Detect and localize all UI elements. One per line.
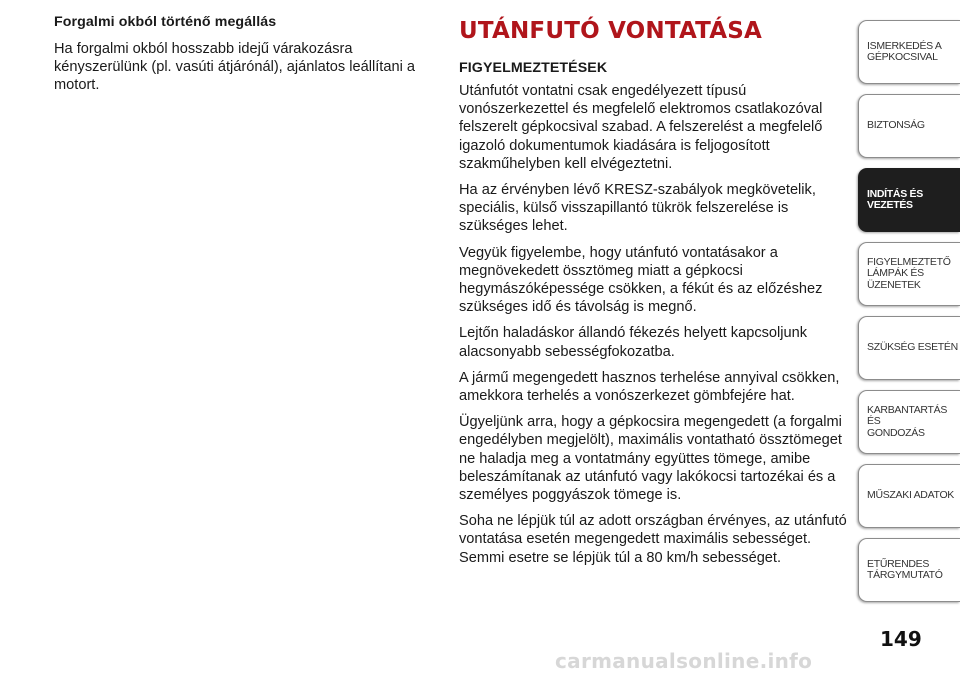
tab-label: KARBANTARTÁS ÉS GONDOZÁS bbox=[867, 403, 948, 439]
tab-karbantartas[interactable] bbox=[858, 390, 960, 454]
right-column bbox=[459, 14, 851, 575]
warnings-heading: FIGYELMEZTETÉSEK bbox=[459, 60, 608, 76]
chapter-title: UTÁNFUTÓ VONTATÁSA bbox=[459, 18, 763, 44]
tab-label: SZÜKSÉG ESETÉN bbox=[867, 341, 958, 354]
warning-paragraph-2: Ha az érvényben lévő KRESZ-szabályok megkövetelik, speciális, külső visszapillantó tükrök felszerelése is szükséges lehet. bbox=[459, 182, 816, 235]
tab-label: BIZTONSÁG bbox=[867, 119, 925, 132]
section-heading: Forgalmi okból történő megállás bbox=[54, 14, 277, 30]
tab-inditas-es-vezetes[interactable] bbox=[858, 168, 960, 232]
tab-label: MŰSZAKI ADATOK bbox=[867, 489, 955, 502]
watermark: carmanualsonline.info bbox=[555, 649, 813, 673]
tab-biztonsag[interactable] bbox=[858, 94, 960, 158]
warning-paragraph-1: Utánfutót vontatni csak engedélyezett típusú vonószerkezettel és megfelelő elektromos csatlakozóval felszerelt gépkocsival szabad. A felszerelést a megfelelő igazoló dokumentumok kiadására is feljogosított szakműhelyben kell elvégeztetni. bbox=[459, 83, 823, 172]
tab-label: ISMERKEDÉS A GÉPKOCSIVAL bbox=[867, 39, 942, 63]
chapter-tabs bbox=[858, 20, 960, 612]
body-paragraph: Ha forgalmi okból hosszabb idejű várakozásra kényszerülünk (pl. vasúti átjárónál), ajánlatos leállítani a motort. bbox=[54, 41, 415, 94]
tab-label: ETŰRENDES TÁRGYMUTATÓ bbox=[867, 557, 943, 581]
left-column bbox=[54, 14, 442, 103]
tab-label: FIGYELMEZTETŐ LÁMPÁK ÉS ÜZENETEK bbox=[867, 255, 951, 291]
page-number: 149 bbox=[880, 627, 922, 651]
warning-paragraph-6: Ügyeljünk arra, hogy a gépkocsira megengedett (a forgalmi engedélyben megjelölt), maximális vontatható össztömeget ne haladja meg a vontatmány együttes tömege, amibe beleszámítanak az utánfutó vagy lakókocsi tartozékai és a személyes poggyászok tömege is. bbox=[459, 414, 842, 504]
warning-paragraph-5: A jármű megengedett hasznos terhelése annyival csökken, amekkora terhelés a vonószerkezet gömbfejére hat. bbox=[459, 369, 840, 405]
tab-szukseg-eseten[interactable] bbox=[858, 316, 960, 380]
warning-paragraph-3: Vegyük figyelembe, hogy utánfutó vontatásakor a megnövekedett össztömeg miatt a gépkocsi hegymászóképessége csökken, a fékút és az előzéshez szükséges idő és távolság is megnő. bbox=[459, 244, 823, 316]
tab-ismerkedes[interactable] bbox=[858, 20, 960, 84]
tab-figyelmezteto-lampak[interactable] bbox=[858, 242, 960, 306]
tab-label: INDÍTÁS ÉS VEZETÉS bbox=[867, 187, 923, 211]
warning-paragraph-7: Soha ne lépjük túl az adott országban érvényes, az utánfutó vontatása esetén megengedett maximális sebességet. Semmi esetre se lépjük túl a 80 km/h sebességet. bbox=[459, 513, 847, 566]
tab-muszaki-adatok[interactable] bbox=[858, 464, 960, 528]
tab-targymutato[interactable] bbox=[858, 538, 960, 602]
warning-paragraph-4: Lejtőn haladáskor állandó fékezés helyett kapcsoljunk alacsonyabb sebességfokozatba. bbox=[459, 325, 808, 360]
